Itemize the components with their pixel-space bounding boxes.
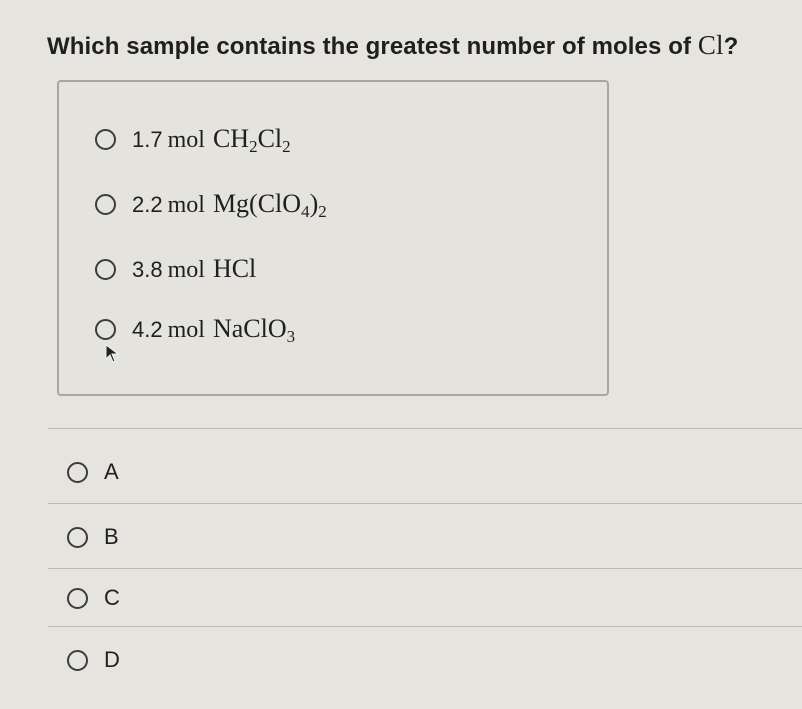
option-3 — [95, 254, 256, 284]
option-formula: HCl — [212, 254, 257, 283]
answer-choice-d[interactable] — [67, 647, 120, 673]
option-formula: $CH_2Cl_2$ — [212, 124, 291, 156]
divider — [48, 428, 802, 429]
option-amount: 1.7 — [132, 127, 163, 152]
option-unit: mol — [167, 317, 205, 343]
answer-label: D — [104, 647, 120, 672]
radio-icon — [95, 194, 116, 215]
answer-choice-c[interactable] — [67, 585, 120, 611]
radio-icon — [95, 319, 116, 340]
question-symbol: Cl — [697, 30, 724, 60]
question-suffix: ? — [723, 33, 739, 60]
radio-icon — [95, 129, 116, 150]
mouse-cursor-icon — [104, 343, 122, 365]
radio-icon — [95, 259, 116, 280]
radio-button[interactable] — [67, 462, 88, 483]
option-unit: mol — [167, 257, 205, 283]
answer-label: A — [104, 459, 119, 484]
divider — [48, 568, 802, 569]
radio-button[interactable] — [67, 527, 88, 548]
option-1 — [95, 124, 291, 154]
divider — [48, 503, 802, 504]
option-unit: mol — [167, 192, 205, 218]
question-text — [47, 30, 738, 61]
answer-choice-a[interactable] — [67, 459, 119, 485]
divider — [48, 626, 802, 627]
option-amount: 2.2 — [132, 192, 163, 217]
option-formula: NaClO$_3$ — [212, 314, 296, 346]
option-unit: mol — [167, 127, 205, 153]
option-2 — [95, 189, 327, 219]
question-prefix: Which sample contains the greatest number of moles of — [47, 33, 692, 60]
answer-choice-b[interactable] — [67, 524, 119, 550]
option-amount: 3.8 — [132, 257, 163, 282]
option-amount: 4.2 — [132, 317, 163, 342]
answer-label: C — [104, 585, 120, 610]
radio-button[interactable] — [67, 650, 88, 671]
radio-button[interactable] — [67, 588, 88, 609]
option-formula: $Mg(ClO_4)_2$ — [212, 189, 327, 221]
option-4 — [95, 314, 295, 344]
answer-label: B — [104, 524, 119, 549]
